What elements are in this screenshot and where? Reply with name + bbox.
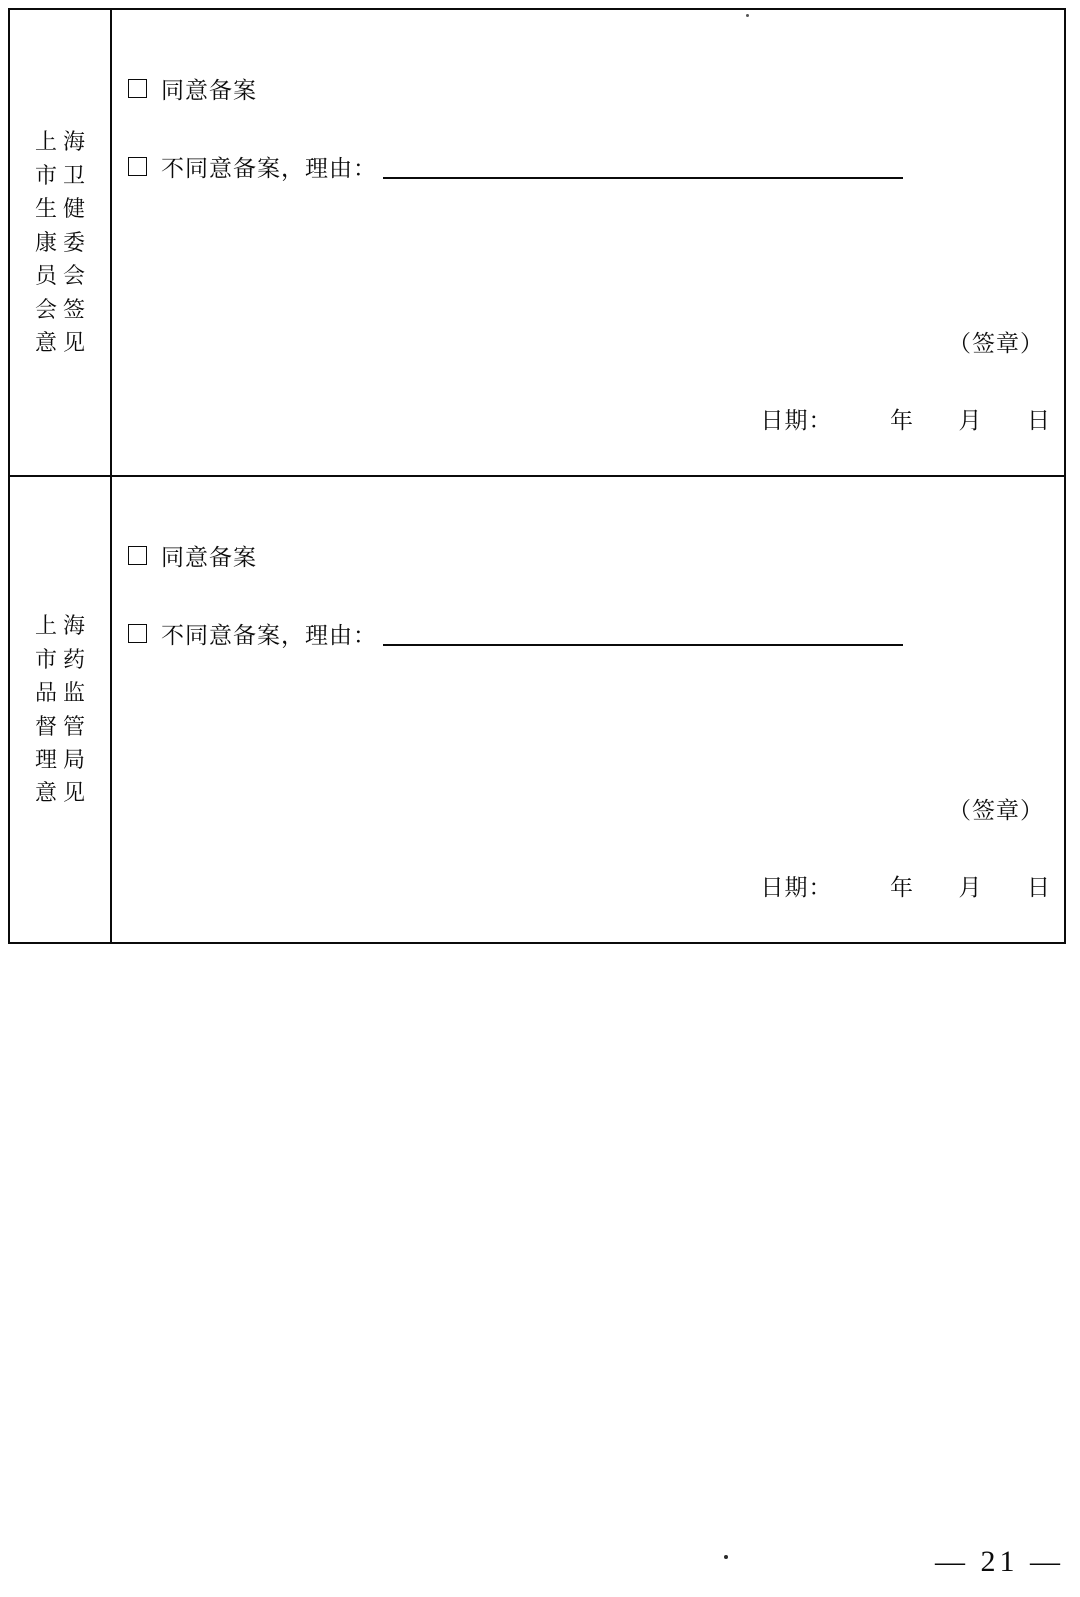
vchar: 意 [34,330,57,356]
date-row-drug [761,869,1051,902]
vchar: 督 [34,713,57,739]
vchar: 员 [34,263,57,289]
vchar: 会 [34,296,57,322]
vchar: 市 [34,162,57,188]
vchar: 品 [34,680,57,706]
month-label-health: 月 [958,408,982,433]
vchar: 康 [34,229,57,255]
vchar: 上 [34,129,57,155]
row-body-drug-administration [111,476,1065,943]
vchar: 药 [62,646,85,672]
agree-option-health[interactable] [128,72,257,105]
vchar: 委 [62,229,85,255]
date-label-drug: 日期： [760,875,833,900]
reason-input-line-drug[interactable] [383,622,903,646]
vchar: 海 [62,129,85,155]
table-row [9,476,1065,943]
vchar: 卫 [62,162,85,188]
seal-label-health: （签章） [948,331,1044,356]
vchar: 见 [62,780,85,806]
agree-label: 同意备案 [161,78,257,103]
vchar: 局 [62,746,85,772]
vchar: 健 [62,196,85,222]
agree-label: 同意备案 [161,545,257,570]
disagree-option-health[interactable] [128,150,903,183]
vchar: 签 [62,296,85,322]
vertical-label-text [10,125,110,359]
day-label-drug: 日 [1027,875,1050,900]
vertical-label-col-1 [33,609,59,810]
vchar: 上 [34,613,57,639]
date-label-health: 日期： [760,408,833,433]
checkbox-disagree-drug[interactable] [128,624,147,643]
checkbox-agree-health[interactable] [128,79,147,98]
seal-label-drug: （签章） [948,798,1044,823]
opinion-form-table [8,8,1066,944]
table-row [9,9,1065,476]
vchar: 管 [62,713,85,739]
day-label-health: 日 [1027,408,1050,433]
reason-input-line-health[interactable] [383,155,903,179]
vchar: 生 [34,196,57,222]
vchar: 理 [34,746,57,772]
vertical-label-col-2 [61,609,87,810]
vertical-label-text [10,609,110,810]
vchar: 意 [34,780,57,806]
checkbox-agree-drug[interactable] [128,546,147,565]
date-row-health [761,402,1051,435]
vertical-label-col-1 [33,125,59,359]
vchar: 市 [34,646,57,672]
month-label-drug: 月 [958,875,982,900]
vchar: 见 [62,330,85,356]
year-label-health: 年 [890,408,913,433]
disagree-option-drug[interactable] [128,617,903,650]
disagree-label: 不同意备案，理由： [161,156,377,181]
agree-option-drug[interactable] [128,539,257,572]
page-number: — 21 — [935,1545,1064,1578]
row-label-health-commission [9,9,111,476]
checkbox-disagree-health[interactable] [128,157,147,176]
vchar: 会 [62,263,85,289]
row-label-drug-administration [9,476,111,943]
year-label-drug: 年 [890,875,913,900]
disagree-label: 不同意备案，理由： [161,623,377,648]
row-body-health-commission [111,9,1065,476]
vchar: 海 [62,613,85,639]
print-artifact-dot-bottom [724,1555,728,1559]
vchar: 监 [62,680,85,706]
vertical-label-col-2 [61,125,87,359]
